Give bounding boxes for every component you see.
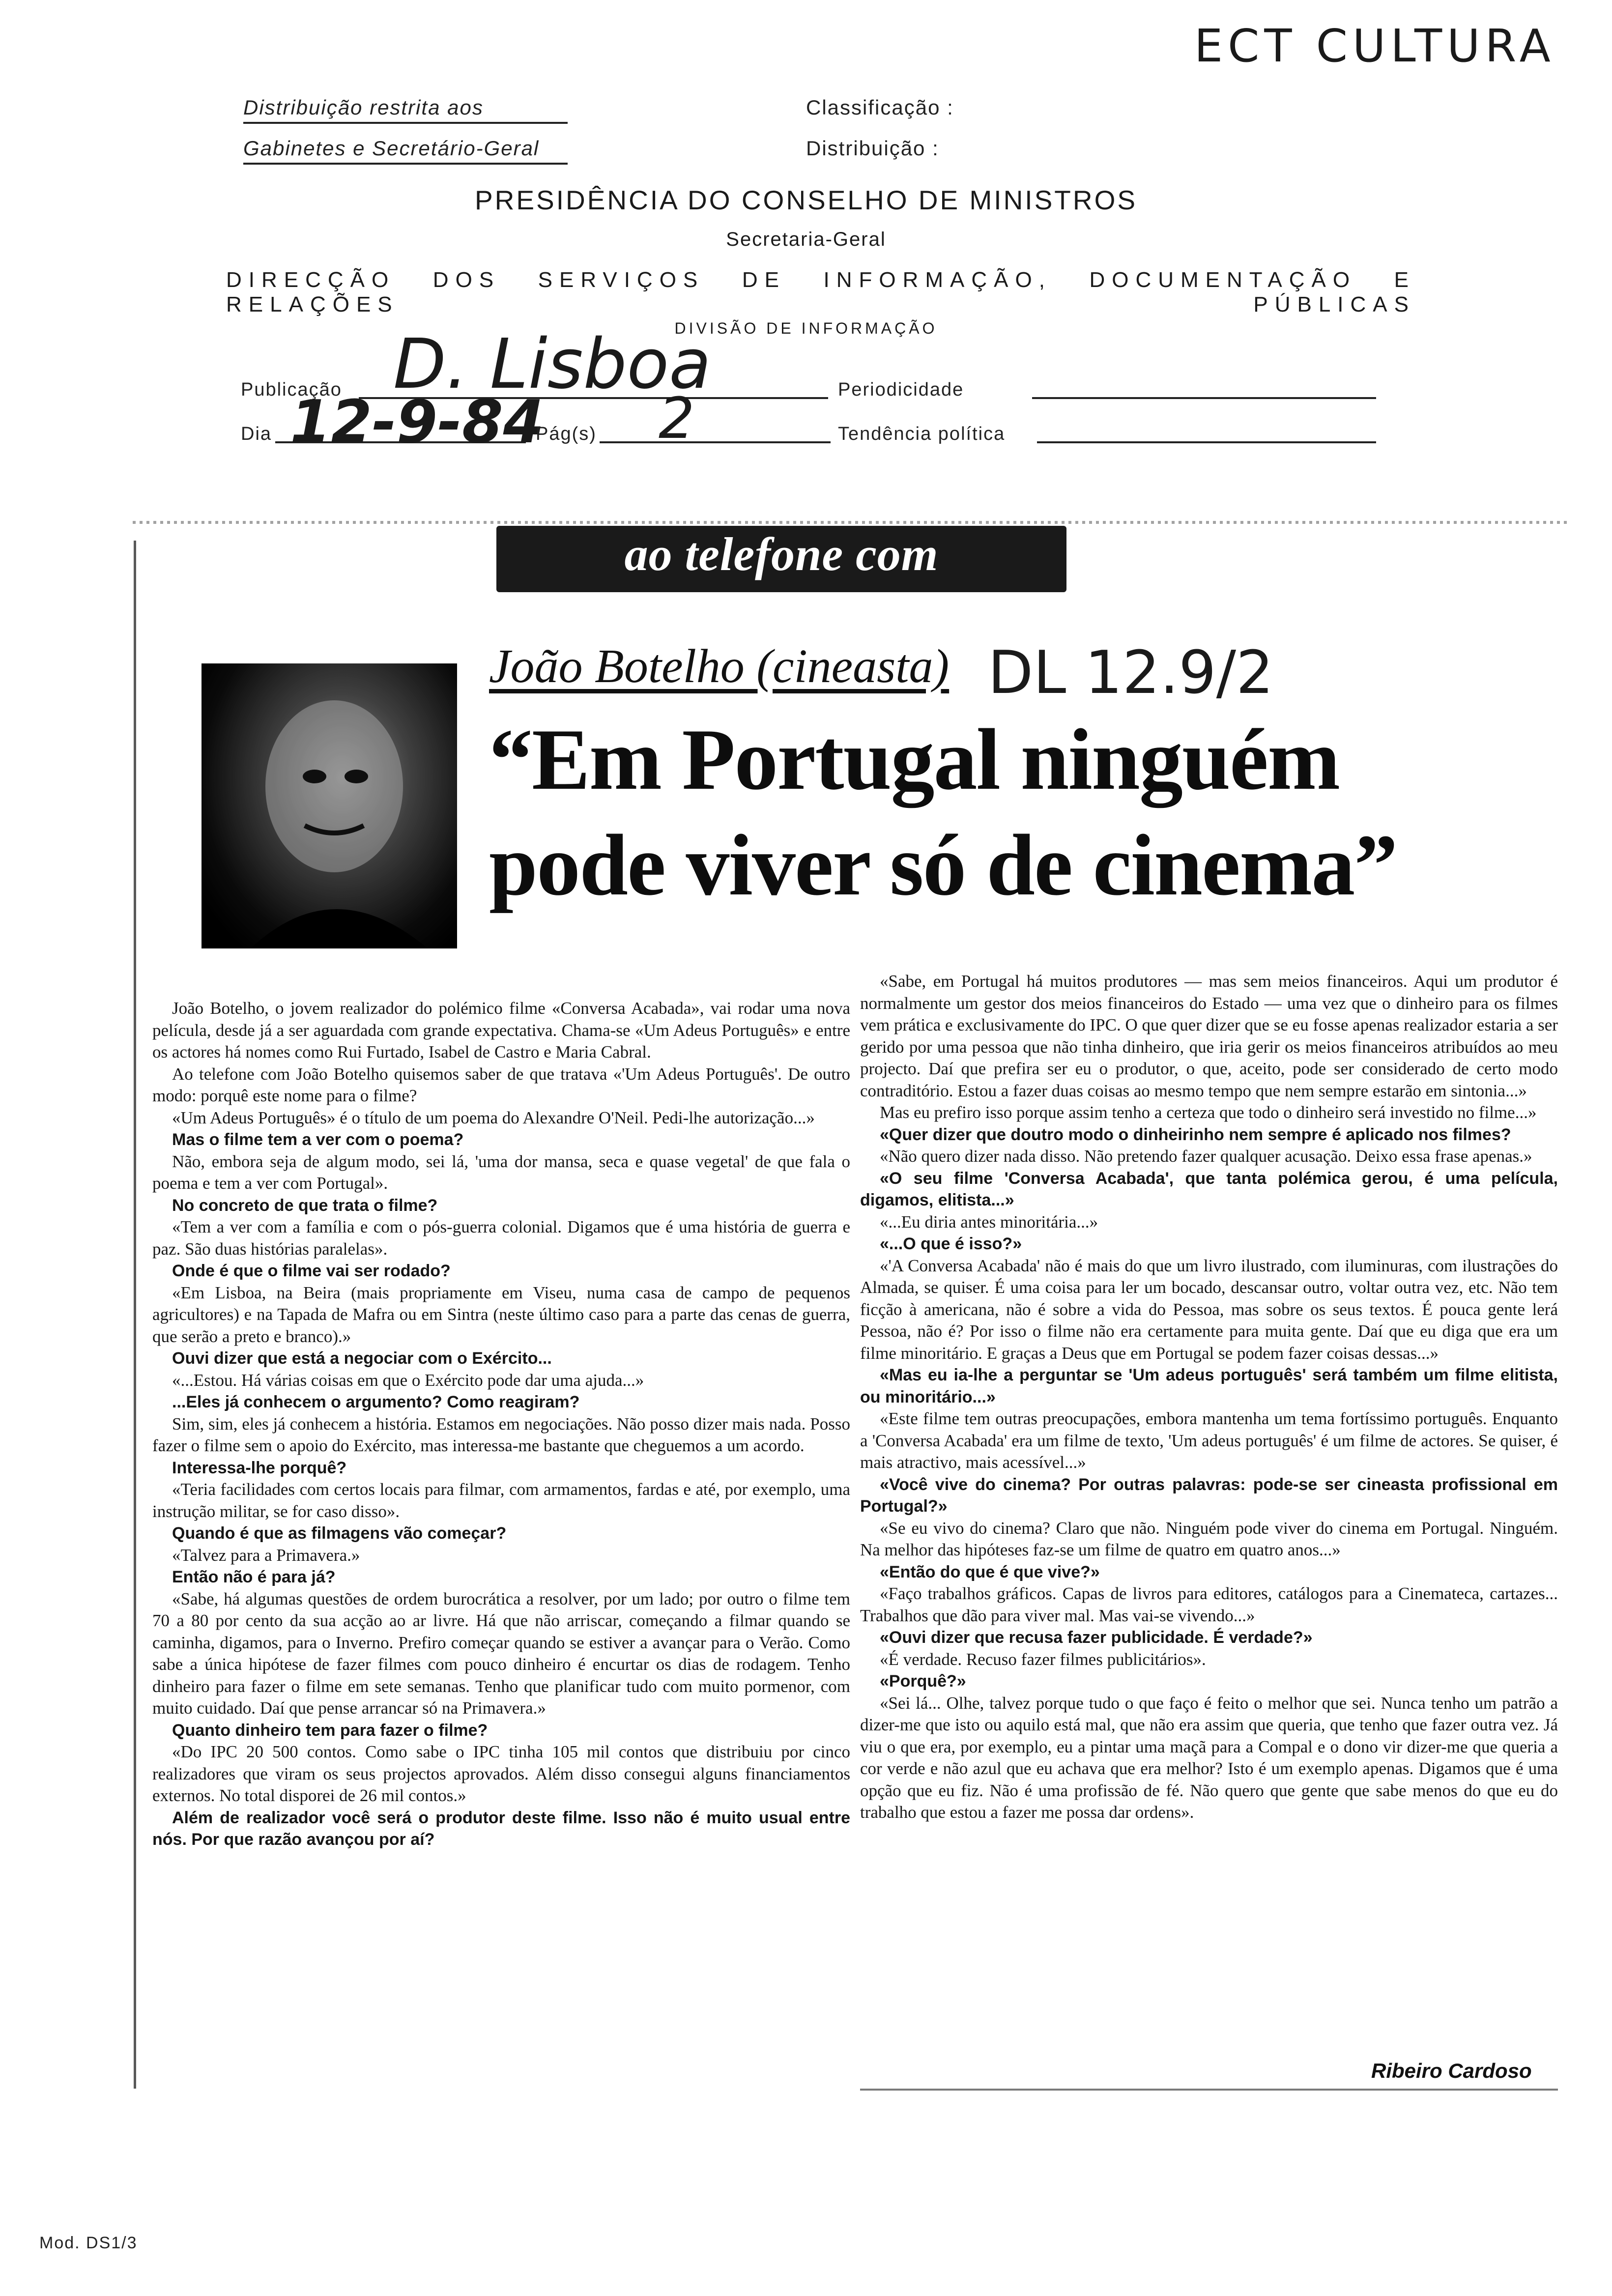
distribution-line1: Distribuição restrita aos (243, 96, 484, 119)
bottom-rule (860, 2089, 1558, 2091)
interview-question: ...Eles já conhecem o argumento? Como reagiram? (172, 1393, 580, 1411)
interview-paragraph: João Botelho, o jovem realizador do polémico filme «Conversa Acabada», vai rodar uma nova película, desde já a ser aguardada com grande expectativa. Chama-se «Um Adeus Português» e entre os actores há nomes como Rui Furtado, Isabel de Castro e Maria Cabral. (152, 999, 850, 1062)
pags-label: Pág(s) (536, 424, 597, 444)
interview-paragraph: Ao telefone com João Botelho quisemos saber de que tratava «'Um Adeus Português'. De outro modo: porquê este nome para o filme? (152, 1064, 850, 1105)
direction-title: DIRECÇÃO DOS SERVIÇOS DE INFORMAÇÃO, DOCUMENTAÇÃO E RELAÇÕES PÚBLICAS (226, 268, 1415, 316)
headline-line1: “Em Portugal ninguém (489, 711, 1340, 808)
interview-paragraph: «...Eu diria antes minoritária...» (880, 1212, 1098, 1232)
article-handnote: DL 12.9/2 (988, 639, 1274, 707)
sub-org: Secretaria-Geral (726, 229, 886, 250)
interview-question: Quando é que as filmagens vão começar? (172, 1524, 507, 1543)
dia-value[interactable]: 12-9-84 (290, 388, 545, 457)
interview-question: «Ouvi dizer que recusa fazer publicidade. É verdade?» (880, 1628, 1313, 1647)
interview-paragraph: «...Estou. Há várias coisas em que o Exército pode dar uma ajuda...» (172, 1370, 644, 1390)
interview-question: Onde é que o filme vai ser rodado? (172, 1262, 451, 1280)
interview-paragraph: «Sabe, em Portugal há muitos produtores — mas sem meios financeiros. Aqui um produtor é normalmente um gestor dos meios financeiros do Estado — uma vez que o dinheiro para os filmes vem prática e exclusivamente do IPC. O que quer dizer que se eu fosse apenas realizador estaria a ser gerido por uma pessoa que não tinha dinheiro, que iria gerir os meios financeiros atribuídos ao meu projecto. Daí que prefira ser eu o produtor, o que, aceito, pode ser considerado de certo modo contraditório. Estou a fazer duas coisas ao mesmo tempo que nem sempre estarão em sintonia...» (860, 972, 1558, 1100)
interview-question: Então não é para já? (172, 1568, 336, 1586)
clipping-left-edge (134, 541, 136, 2089)
stamp-top-right: ECT CULTURA (1194, 20, 1555, 72)
distribution-line2: Gabinetes e Secretário-Geral (243, 137, 540, 160)
interview-question: «O seu filme 'Conversa Acabada', que tanta polémica gerou, é uma película, digamos, elitista...» (860, 1169, 1558, 1209)
interview-paragraph: Sim, sim, eles já conhecem a história. Estamos em negociações. Não posso dizer mais nada. Posso fazer o filme sem o apoio do Exército, mas interessa-me bastante que cheguemos a um acordo. (152, 1414, 850, 1455)
interview-paragraph: «Um Adeus Português» é o título de um poema do Alexandre O'Neil. Pedi-lhe autorização...» (172, 1108, 815, 1127)
interview-question: «...O que é isso?» (880, 1234, 1022, 1253)
classificacao-label: Classificação : (806, 96, 954, 119)
section-banner-text: ao telefone com (624, 528, 939, 580)
interview-question: «Quer dizer que doutro modo o dinheirinho nem sempre é aplicado nos filmes? (880, 1125, 1511, 1144)
interview-paragraph: «Teria facilidades com certos locais para filmar, com armamentos, fardas e até, por exemplo, uma instrução militar, se for caso disso». (152, 1480, 850, 1521)
interview-paragraph: «Talvez para a Primavera.» (172, 1545, 360, 1565)
interview-paragraph: «'A Conversa Acabada' não é mais do que um livro ilustrado, com iluminuras, com ilustrações do Almada, se quiser. É uma coisa para ler um bocado, descansar outro, voltar outra vez, etc. Não tem ficção à americana, não é sobre a vida do Pessoa, mas sobre os seus textos. É pouca gente lerá Pessoa, não é? Por isso o filme não era certamente para muita gente. Daí que eu diga que era um filme minoritário. E graças a Deus que em Portugal se podem fazer coisas dessas...» (860, 1256, 1558, 1363)
interview-paragraph: «Faço trabalhos gráficos. Capas de livros para editores, catálogos para a Cinemateca, cartazes... Trabalhos que dão para viver mal. Mas vai-se vivendo...» (860, 1584, 1558, 1625)
interview-question: Interessa-lhe porquê? (172, 1458, 347, 1477)
interview-question: «Porquê?» (880, 1672, 966, 1691)
periodicidade-line (1032, 397, 1376, 399)
mod-code: Mod. DS1/3 (39, 2234, 138, 2252)
interview-question: Mas o filme tem a ver com o poema? (172, 1130, 464, 1149)
article-column-1 (152, 998, 850, 2103)
interview-paragraph: «Se eu vivo do cinema? Claro que não. Ninguém pode viver do cinema em Portugal. Ninguém. Na melhor das hipóteses faz-se um filme de quatro em quatro anos...» (860, 1518, 1558, 1559)
tendencia-label: Tendência política (838, 424, 1006, 444)
article-kicker: João Botelho (cineasta) (489, 640, 950, 693)
interview-question: «Mas eu ia-lhe a perguntar se 'Um adeus português' será também um filme elitista, ou minoritário...» (860, 1366, 1558, 1406)
interview-paragraph: «Do IPC 20 500 contos. Como sabe o IPC tinha 105 mil contos que distribuiu por cinco realizadores que viram os seus projectos aprovados. Além disso consegui alguns financiamentos externos. No total disporei de 26 mil contos.» (152, 1742, 850, 1805)
interview-paragraph: «Em Lisboa, na Beira (mais propriamente em Viseu, numa casa de campo de pequenos agricultores) e na Tapada de Mafra ou em Sintra (neste último caso para a parte das cenas de guerra, que serão a preto e branco).» (152, 1283, 850, 1346)
division-title: DIVISÃO DE INFORMAÇÃO (674, 319, 938, 337)
interview-question: No concreto de que trata o filme? (172, 1196, 438, 1215)
clipping-top-edge (133, 521, 1568, 524)
interview-question: «Então do que é que vive?» (880, 1562, 1100, 1581)
interview-paragraph: Não, embora seja de algum modo, sei lá, 'uma dor mansa, seca e quase vegetal' de que fala o poema e tem a ver com Portugal». (152, 1151, 850, 1193)
interview-paragraph: «Tem a ver com a família e com o pós-guerra colonial. Digamos que é uma história de guerra e paz. São duas histórias paralelas». (152, 1217, 850, 1259)
interview-question: Ouvi dizer que está a negociar com o Exército... (172, 1349, 552, 1368)
headline-line2: pode viver só de cinema” (489, 816, 1397, 914)
org-title: PRESIDÊNCIA DO CONSELHO DE MINISTROS (474, 185, 1138, 215)
article-column-2 (860, 971, 1558, 2049)
interview-paragraph: Mas eu prefiro isso porque assim tenho a certeza que todo o dinheiro será investido no filme...» (880, 1103, 1537, 1122)
portrait-photo (202, 663, 457, 948)
pags-value[interactable]: 2 (659, 386, 695, 452)
distribution-line2-underline (243, 163, 568, 165)
pags-line (600, 441, 831, 443)
interview-paragraph: «Não quero dizer nada disso. Não pretendo fazer qualquer acusação. Deixo essa frase apenas.» (880, 1147, 1532, 1166)
interview-paragraph: «Sabe, há algumas questões de ordem burocrática a resolver, por um lado; por outro o filme tem 70 a 80 por cento da sua acção ao ar livre. Há que não arriscar, começando a filmar quando se caminha, digamos, para o Inverno. Prefiro começar quando se estiver a avançar para o Verão. Como sabe a única hipótese de fazer filmes com pouco dinheiro é encurtar os dias de rodagem. Tenho dinheiro para fazer o filme em sete semanas. Tenho que planificar tudo com muito pormenor, com muito cuidado. Daí que pense arrancar só na Primavera.» (152, 1589, 850, 1718)
interview-paragraph: «Este filme tem outras preocupações, embora mantenha um tema fortíssimo português. Enquanto a 'Conversa Acabada' era um filme de texto, 'Um adeus português' é um filme de actores. Se quiser, é mais atractivo, mais acessível...» (860, 1409, 1558, 1472)
distribuicao-label: Distribuição : (806, 137, 939, 160)
portrait-face-icon (202, 663, 457, 948)
interview-paragraph: «É verdade. Recuso fazer filmes publicitários». (880, 1649, 1206, 1669)
publicacao-value[interactable]: D. Lisboa (393, 324, 711, 404)
distribution-line1-underline (243, 122, 568, 124)
interview-question: Quanto dinheiro tem para fazer o filme? (172, 1721, 488, 1740)
interview-question: «Você vive do cinema? Por outras palavras: pode-se ser cineasta profissional em Portugal?» (860, 1475, 1558, 1516)
dia-label: Dia (241, 424, 272, 444)
interview-question: Além de realizador você será o produtor deste filme. Isso não é muito usual entre nós. Por que razão avançou por aí? (152, 1808, 850, 1849)
byline: Ribeiro Cardoso (1371, 2059, 1532, 2082)
periodicidade-label: Periodicidade (838, 379, 964, 400)
tendencia-line (1037, 441, 1376, 443)
publicacao-label: Publicação (241, 379, 342, 400)
interview-paragraph: «Sei lá... Olhe, talvez porque tudo o que faço é feito o melhor que sei. Nunca tenho um patrão a dizer-me que isto ou aquilo está mal, que não era assim que queria, que tenho que fazer outra vez. Já viu o que era, por exemplo, eu a pintar uma maçã para a Compal e o dono vir dizer-me que queria a cor verde e não azul que eu achava que era melhor? Isto é um exemplo apenas. Digamos que é uma opção que eu fiz. Não é uma profissão de fé. Não quero que gente que sabe menos do que eu do trabalho que estou a fazer me possa dar ordens». (860, 1693, 1558, 1822)
